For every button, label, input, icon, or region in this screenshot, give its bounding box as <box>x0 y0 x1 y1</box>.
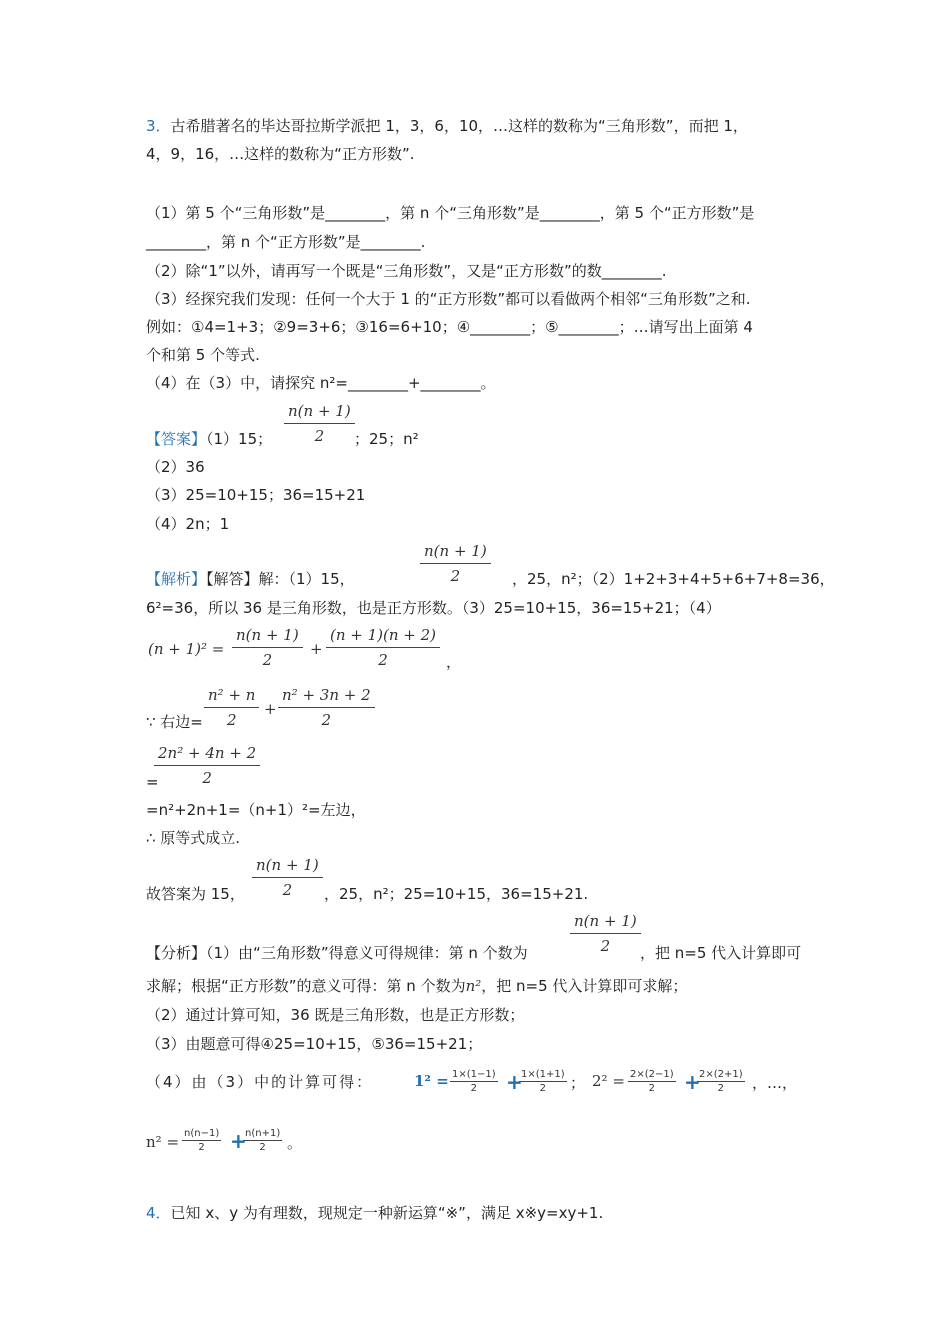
eq3-equals: = <box>146 773 159 791</box>
fraction-numerator: n² + n <box>204 686 259 708</box>
answer-fraction <box>284 402 355 445</box>
fenxi-line5-pre: （4）由（3）中的计算可得： <box>146 1073 374 1091</box>
fenxi-line3: （2）通过计算可知，36 既是三角形数，也是正方形数； <box>146 1006 525 1024</box>
fraction-numerator: n² + 3n + 2 <box>278 686 375 708</box>
fraction-numerator: 2×(2−1) <box>630 1069 674 1080</box>
e1-fraction-1 <box>450 1069 498 1094</box>
eq2-plus: + <box>264 700 277 718</box>
eq1-fraction-1 <box>232 626 303 669</box>
fraction-numerator: n(n−1) <box>184 1128 220 1139</box>
fraction-numerator: n(n + 1) <box>420 542 491 564</box>
q3-part3-line3: 个和第 5 个等式. <box>146 346 260 364</box>
eq2-fraction-1 <box>204 686 259 729</box>
q3-part3-line1: （3）经探究我们发现：任何一个大于 1 的“正方形数”都可以看做两个相邻“三角形数”之和. <box>146 290 751 308</box>
fraction-numerator: n(n + 1) <box>252 856 323 878</box>
analysis-expand: =n²+2n+1=（n+1）²=左边， <box>146 801 366 819</box>
fenxi-fraction <box>570 912 641 955</box>
fraction-denominator: 2 <box>198 1142 205 1153</box>
q4-line <box>146 1203 603 1223</box>
eq1-fraction-2 <box>326 626 440 669</box>
fraction-numerator: (n + 1)(n + 2) <box>326 626 440 648</box>
q3-number: 3． <box>146 117 171 135</box>
fraction-denominator: 2 <box>321 711 332 729</box>
fraction-denominator: 2 <box>314 427 325 445</box>
answer-line1 <box>146 429 272 449</box>
final-answer-post: ，25，n²；25=10+15，36=15+21. <box>324 885 589 903</box>
fraction-denominator: 2 <box>450 567 461 585</box>
eq1-lhs: (n + 1)² = <box>148 640 225 658</box>
analysis-fraction-1 <box>420 542 491 585</box>
fraction-denominator: 2 <box>470 1083 478 1094</box>
fraction-numerator: 1×(1+1) <box>521 1069 565 1080</box>
fraction-denominator: 2 <box>282 881 293 899</box>
fraction-denominator: 2 <box>539 1083 547 1094</box>
fraction-numerator: n(n + 1) <box>284 402 355 424</box>
e2-fraction-1 <box>628 1069 676 1094</box>
q3-part1-line2: ________，第 n 个“正方形数”是________. <box>146 233 426 251</box>
q3-stem-text1: 古希腊著名的毕达哥拉斯学派把 1，3，6，10，…这样的数称为“三角形数”，而把 1， <box>170 117 748 135</box>
e3-fraction-1 <box>182 1128 221 1153</box>
answer-part1-pre: （1）15； <box>206 430 273 448</box>
e2-plus: + <box>684 1070 701 1094</box>
e3-plus: + <box>230 1129 247 1153</box>
answer-part3: （3）25=10+15；36=15+21 <box>146 486 366 504</box>
fraction-denominator: 2 <box>226 711 237 729</box>
answer-tag: 【答案】 <box>146 430 207 448</box>
e3-fraction-2 <box>243 1128 282 1153</box>
fraction-numerator: n(n+1) <box>245 1128 281 1139</box>
fenxi-line2-pre: 求解；根据“正方形数”的意义可得：第 n 个数为 <box>146 977 466 995</box>
fraction-numerator: 2×(2+1) <box>699 1069 743 1080</box>
fenxi-line2-post: ，把 n=5 代入计算即可求解； <box>481 977 688 995</box>
q4-number: 4． <box>146 1204 171 1222</box>
eq2-fraction-2 <box>278 686 375 729</box>
fenxi-line1-post: ，把 n=5 代入计算即可 <box>640 944 802 962</box>
right-side-label: ∵ 右边= <box>146 713 203 731</box>
fraction-denominator: 2 <box>648 1083 656 1094</box>
fraction-denominator: 2 <box>378 651 388 669</box>
analysis-line1-post: ，25，n²；（2）1+2+3+4+5+6+7+8=36， <box>512 570 835 588</box>
e3-end: 。 <box>287 1134 303 1152</box>
fraction-denominator: 2 <box>202 769 212 787</box>
fenxi-line1-pre: 【分析】（1）由“三角形数”得意义可得规律：第 n 个数为 <box>146 944 528 962</box>
fraction-numerator: 2n² + 4n + 2 <box>154 744 260 766</box>
eq3-fraction <box>154 744 260 787</box>
e-ellipsis: ，…， <box>752 1074 798 1092</box>
q3-stem-line2: 4，9，16，…这样的数称为“正方形数”. <box>146 145 415 163</box>
eq1-comma: ， <box>446 653 462 671</box>
fraction-numerator: n(n + 1) <box>570 912 641 934</box>
fraction-denominator: 2 <box>717 1083 725 1094</box>
e2-lhs: 2² = <box>592 1072 625 1090</box>
analysis-line1-pre: 【解答】解：（1）15， <box>206 570 355 588</box>
q3-part4: （4）在（3）中，请探究 n²=________+________。 <box>146 374 496 392</box>
fenxi-line2 <box>146 976 687 996</box>
fraction-numerator: 1×(1−1) <box>452 1069 496 1080</box>
analysis-tag: 【解析】 <box>146 570 207 588</box>
final-fraction <box>252 856 323 899</box>
answer-part1-post: ；25；n² <box>354 430 419 448</box>
analysis-line2: 6²=36，所以 36 是三角形数，也是正方形数。（3）25=10+15，36=15+21；（4） <box>146 599 721 617</box>
eq1-plus: + <box>310 640 323 658</box>
answer-part2: （2）36 <box>146 458 205 476</box>
e3-lhs: n² = <box>146 1133 180 1151</box>
final-answer-pre: 故答案为 15， <box>146 885 245 903</box>
e1-fraction-2 <box>519 1069 567 1094</box>
fraction-denominator: 2 <box>600 937 611 955</box>
e1-plus: + <box>506 1070 523 1094</box>
e2-fraction-2 <box>697 1069 745 1094</box>
q4-text: 已知 x、y 为有理数，现规定一种新运算“※”，满足 x※y=xy+1. <box>170 1204 604 1222</box>
analysis-hold: ∴ 原等式成立. <box>146 829 241 847</box>
q3-stem-line1 <box>146 116 748 136</box>
q3-part3-line2: 例如：①4=1+3；②9=3+6；③16=6+10；④________；⑤________；…请写出上面第 4 <box>146 318 753 336</box>
fenxi-line2-square: n² <box>465 977 482 995</box>
q3-part2: （2）除“1”以外，请再写一个既是“三角形数”，又是“正方形数”的数________. <box>146 262 667 280</box>
e-sep: ； <box>570 1074 586 1092</box>
answer-part4: （4）2n；1 <box>146 515 230 533</box>
fraction-denominator: 2 <box>262 651 273 669</box>
q3-part1-line1: （1）第 5 个“三角形数”是________，第 n 个“三角形数”是________，第 5 个“正方形数”是 <box>146 204 755 222</box>
analysis-line1 <box>146 569 355 589</box>
fenxi-line4: （3）由题意可得④25=10+15，⑤36=15+21； <box>146 1035 483 1053</box>
fraction-numerator: n(n + 1) <box>232 626 303 648</box>
fraction-denominator: 2 <box>259 1142 266 1153</box>
e1-lhs: 1² = <box>414 1072 449 1090</box>
